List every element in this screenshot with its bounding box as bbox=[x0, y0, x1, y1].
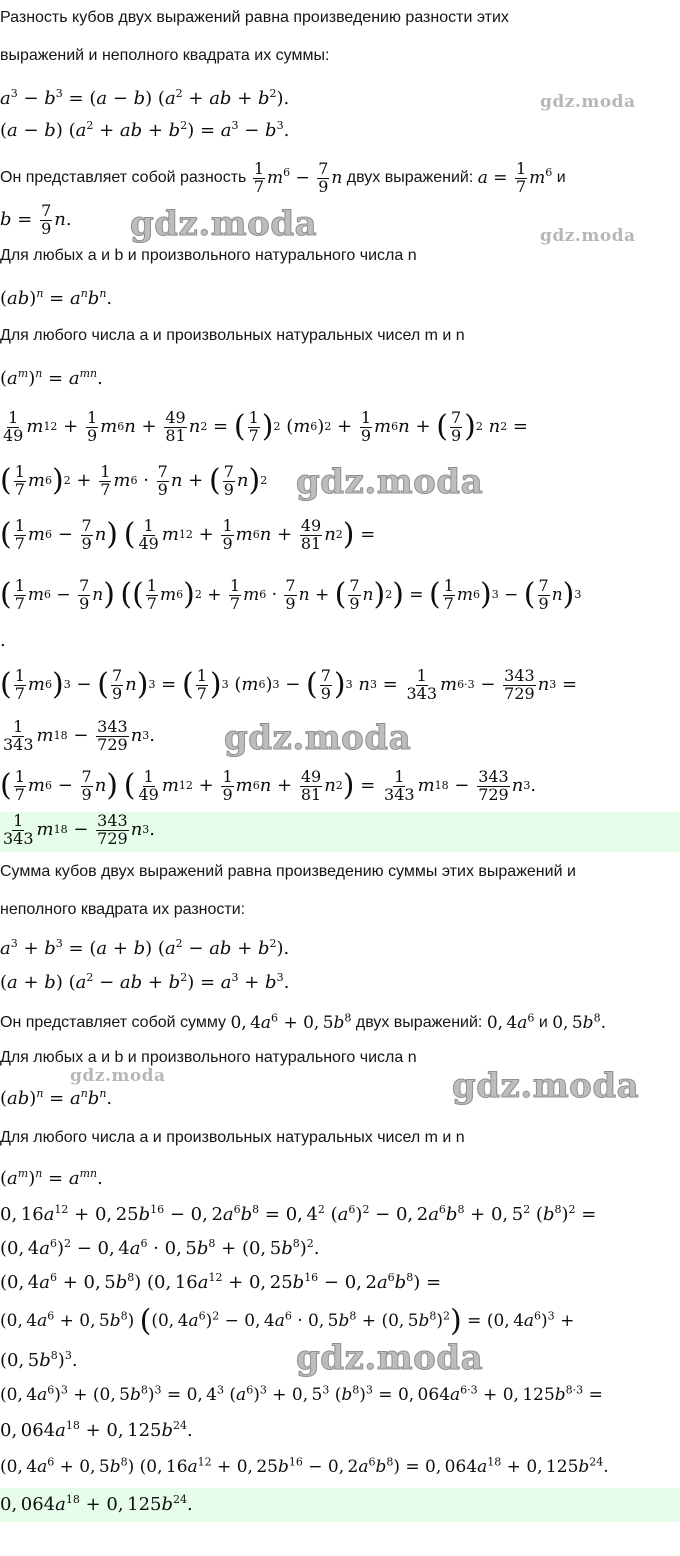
sum-expansion-line-2: (0, $4a^6)^2 - 0$, $4a^6 \cdot 0$, $5b^8 + (0$, $5b^8)^2$. bbox=[0, 1237, 320, 1259]
sum-expansion-line-4: (0, $4a^6 + 0$, $5b^8$) ((0, $4a^6)^2 - 0$, $4a^6 \cdot 0$, $5b^8 + (0$, $5b^8)^2) = (0$, $4a^6)^3$ + bbox=[0, 1303, 575, 1339]
final-identity-2: (0, $4a^6 + 0$, $5b^8$) (0, $16a^{12} + 0$, $25b^{16} - 0$, $2a^6b^8) = 0$, $064a^{18} + 0$, $125b^{24}$. bbox=[0, 1455, 609, 1477]
answer-2: 0, $064a^{18} + 0$, $125b^{24}$. bbox=[0, 1493, 193, 1515]
sum-expansion-line-3: (0, $4a^6 + 0$, $5b^8$) (0, $16a^{12} + 0$, $25b^{16} - 0$, $2a^6b^8$) = bbox=[0, 1271, 442, 1293]
expansion-line-1: 1 49 m 12 + 1 9 m 6 n + 49 81 n 2 = ( 1 7 ) 2 ( m 6 ) 2 + 1 9 m 6 n + ( 7 9 ) 2 n 2 = bbox=[3, 407, 529, 445]
represents-sum-and: и bbox=[538, 1014, 548, 1031]
formula-sum-cubes-reverse: (a + b) ($a^2$ − ab + $b^2) = a^3 + b^3$. bbox=[0, 971, 290, 993]
expansion-line-2: ( 1 7 m 6 ) 2 + 1 7 m 6 · 7 9 n + ( 7 9 n ) 2 bbox=[0, 461, 268, 499]
watermark: gdz.moda bbox=[296, 462, 484, 502]
rule-product-power-1: Для любых a и b и произвольного натурального числа n bbox=[0, 247, 417, 264]
formula-product-power-2: $(ab)^n = a^nb^n$. bbox=[0, 1087, 113, 1109]
represents-line-2: Он представляет собой сумму 0, $4a^6 + 0$, $5b^8$ двух выражений: 0, $4a^6$ и 0, $5b^8$. bbox=[0, 1011, 606, 1033]
final-identity-1: ( 1 7 m 6 − 7 9 n ) ( 1 49 m 12 + 1 9 m 6 n + 49 81 n 2 ) = 1 343 m 18 − 343 729 n 3 . bbox=[0, 766, 537, 804]
rule-power-power-2: Для любого числа a и произвольных натуральных чисел m и n bbox=[0, 1129, 465, 1146]
cubes-line-2: 1 343 m 18 − 343 729 n 3 . bbox=[3, 716, 156, 754]
rule-product-power-2: Для любых a и b и произвольного натурального числа n bbox=[0, 1049, 417, 1066]
rule-power-power-1: Для любого числа a и произвольных натуральных чисел m и n bbox=[0, 327, 465, 344]
watermark: gdz.moda bbox=[224, 718, 412, 758]
expansion-line-3: ( 1 7 m 6 − 7 9 n ) ( 1 49 m 12 + 1 9 m 6 n + 49 81 n 2 ) = bbox=[0, 515, 376, 553]
watermark: gdz.moda bbox=[296, 1338, 484, 1378]
formula-product-power-1: $(ab)^n = a^nb^n$. bbox=[0, 287, 113, 309]
sum-cubes-line-1: (0, $4a^6)^3 + (0$, $5b^8)^3 = 0$, $4^3$ $(a^6)^3 + 0$, $5^3$ $(b^8)^3 = 0$, $064a^{6\cdot 3} + 0$, $125b^{8\cdot 3}$ = bbox=[0, 1383, 603, 1405]
intro-text-1: Разность кубов двух выражений равна произведению разности этих bbox=[0, 9, 509, 26]
answer-1: 1 343 m 18 − 343 729 n 3 . bbox=[3, 810, 156, 848]
represents-sum-text: Он представляет собой сумму bbox=[0, 1014, 227, 1031]
watermark: gdz.moda bbox=[540, 226, 636, 246]
sum-expansion-line-5: (0, $5b^8)^3$. bbox=[0, 1349, 78, 1371]
formula-difference-cubes-reverse: (a − b) ($a^2$ + ab + $b^2) = a^3 - b^3$. bbox=[0, 119, 290, 141]
watermark: gdz.moda bbox=[540, 92, 636, 112]
watermark: gdz.moda bbox=[130, 204, 318, 244]
period-mark: . bbox=[0, 630, 6, 651]
formula-power-power-2: $(a^m)^n = a^{mn}$. bbox=[0, 1167, 103, 1189]
sum-cubes-line-2: 0, $064a^{18} + 0$, $125b^{24}$. bbox=[0, 1419, 193, 1441]
definition-b: b = 7 9 n . bbox=[0, 200, 72, 238]
watermark: gdz.moda bbox=[452, 1066, 640, 1106]
represents-prefix: Он представляет собой разность bbox=[0, 169, 247, 186]
expansion-line-4: ( 1 7 m 6 − 7 9 n ) (( 1 7 m 6 ) 2 + 1 7 m 6 · 7 9 n + ( 7 9 n ) 2 ) = ( 1 7 m 6 ) 3 − ( 7 9 n ) 3 bbox=[0, 575, 582, 613]
cubes-line-1: ( 1 7 m 6 ) 3 − ( 7 9 n ) 3 = ( 1 7 ) 3 ( m 6 ) 3 − ( 7 9 ) 3 n 3 = 1 343 m 6·3 − 343 729 n 3 = bbox=[0, 665, 578, 703]
formula-sum-cubes: $a^3 + b^3 = (a + b) (a^2$ − ab + $b^2$). bbox=[0, 937, 290, 959]
formula-difference-cubes: $a^3 - b^3 = (a - b) (a^2$ + ab + $b^2$). bbox=[0, 87, 290, 109]
represents-middle: двух выражений: bbox=[346, 169, 474, 186]
watermark: gdz.moda bbox=[70, 1066, 166, 1086]
represents-and: и bbox=[556, 169, 566, 186]
formula-power-power-1: $(a^m)^n = a^{mn}$. bbox=[0, 367, 103, 389]
represents-line-1: Он представляет собой разность $\frac{1}{7}$ $m^6$ − $\frac{7}{9}$ n двух выражений: a = $\frac{1}{7}$ $m^6$ и bbox=[0, 158, 566, 196]
intro-text-2: выражений и неполного квадрата их суммы: bbox=[0, 47, 330, 64]
intro-text-3: Сумма кубов двух выражений равна произведению суммы этих выражений и bbox=[0, 863, 576, 880]
represents-sum-middle: двух выражений: bbox=[355, 1014, 483, 1031]
intro-text-4: неполного квадрата их разности: bbox=[0, 901, 246, 918]
sum-expansion-line-1: 0, $16a^{12} + 0$, $25b^{16} - 0$, $2a^6b^8 = 0$, $4^2$ $(a^6)^2 - 0$, $2a^6b^8 + 0$, $5^2$ $(b^8)^2$ = bbox=[0, 1203, 597, 1225]
